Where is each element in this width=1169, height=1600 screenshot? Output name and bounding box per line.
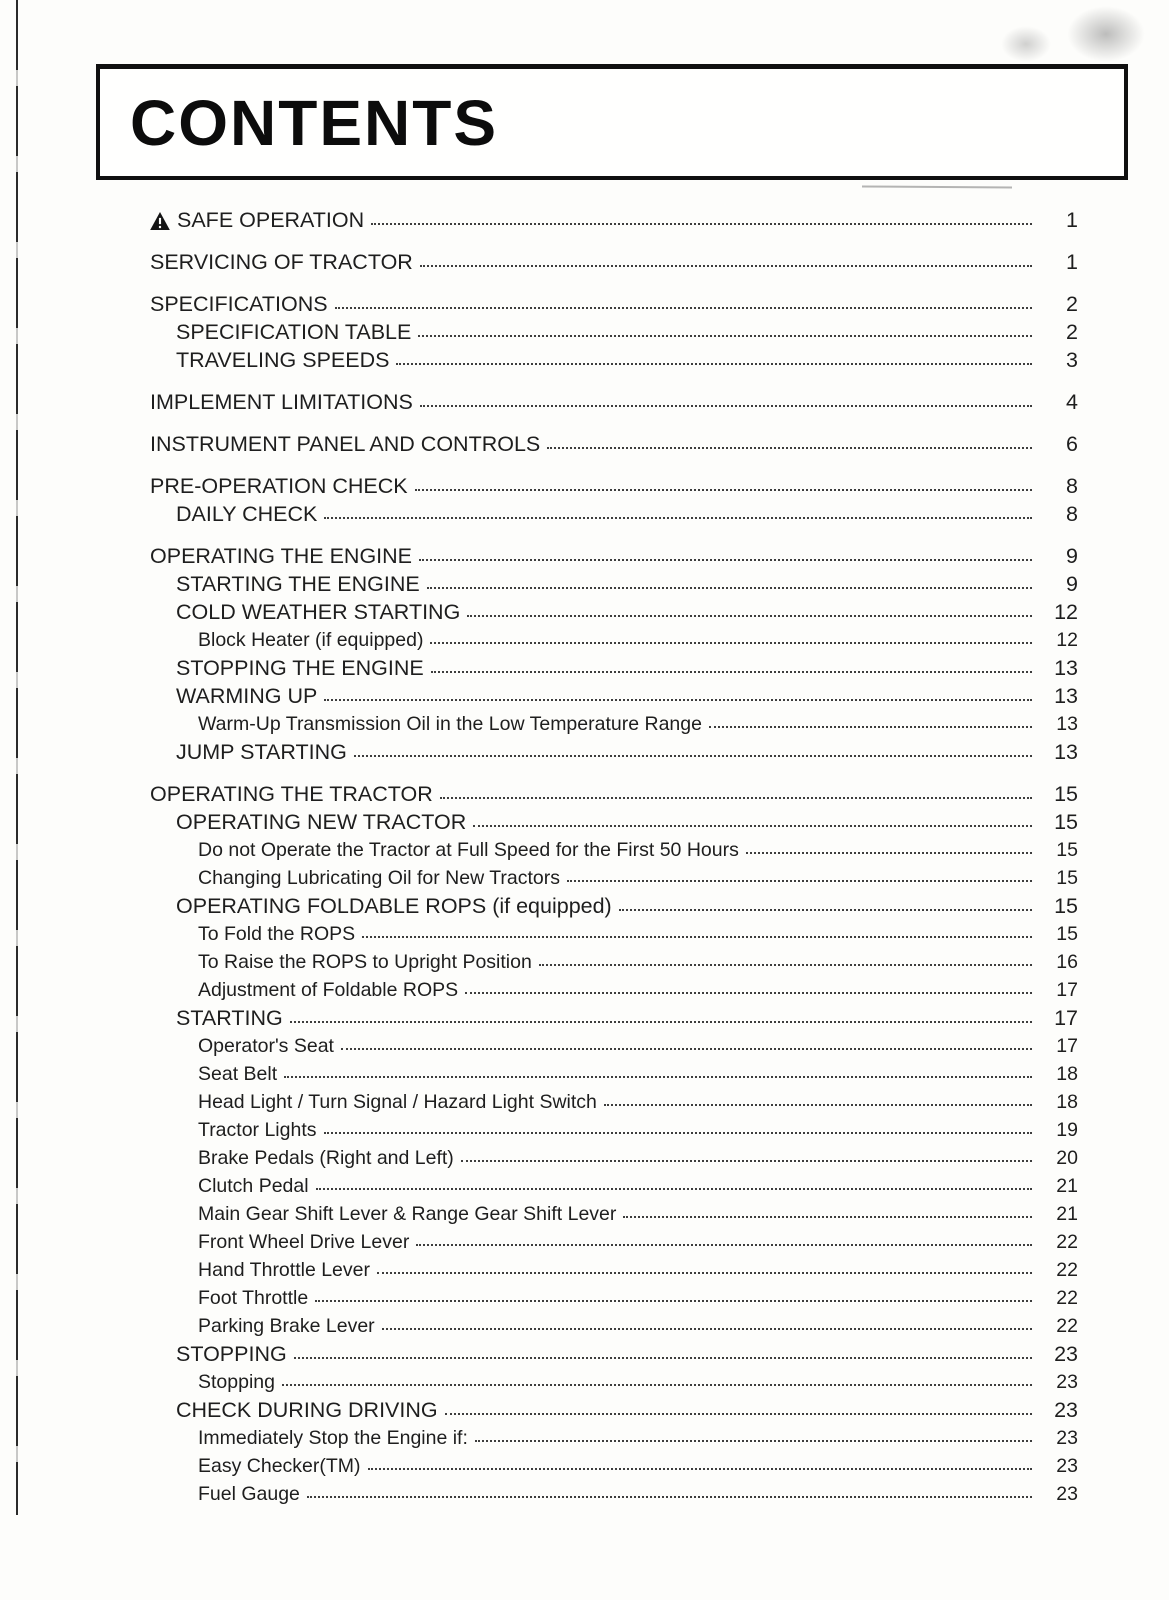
toc-entry-page: 3 — [1066, 348, 1078, 372]
toc-entry-label: DAILY CHECK — [176, 502, 318, 526]
toc-entry — [150, 290, 1078, 318]
dotted-leader — [396, 363, 1032, 365]
dotted-leader — [419, 559, 1032, 561]
dotted-leader — [284, 1076, 1032, 1078]
scan-smudge — [1067, 6, 1145, 62]
dotted-leader — [420, 265, 1032, 267]
dotted-leader — [440, 797, 1032, 799]
dotted-leader — [324, 699, 1032, 701]
toc-entry-page: 20 — [1056, 1147, 1078, 1169]
toc-entry-page: 13 — [1054, 684, 1078, 708]
toc-entry — [150, 780, 1078, 808]
toc-entry-page: 23 — [1056, 1483, 1078, 1505]
dotted-leader — [316, 1188, 1032, 1190]
dotted-leader — [335, 307, 1032, 309]
toc-entry — [150, 1396, 1078, 1424]
dotted-leader — [427, 587, 1032, 589]
dotted-leader — [324, 517, 1032, 519]
dotted-leader — [307, 1496, 1032, 1498]
dotted-leader — [461, 1160, 1032, 1162]
toc-entry — [150, 1284, 1078, 1312]
dotted-leader — [290, 1021, 1032, 1023]
toc-entry-label: Parking Brake Lever — [198, 1315, 375, 1337]
toc-entry-page: 13 — [1056, 713, 1078, 735]
toc-entry-label: Main Gear Shift Lever & Range Gear Shift Lever — [198, 1203, 617, 1225]
toc-entry — [150, 1368, 1078, 1396]
toc-entry-label: Immediately Stop the Engine if: — [198, 1427, 468, 1449]
toc-entry — [150, 542, 1078, 570]
dotted-leader — [377, 1272, 1032, 1274]
toc-entry-page: 22 — [1056, 1315, 1078, 1337]
toc-entry — [150, 836, 1078, 864]
toc-entry — [150, 1060, 1078, 1088]
toc-entry-label: STOPPING — [176, 1342, 287, 1366]
toc-entry-label: STARTING THE ENGINE — [176, 572, 420, 596]
contents-title-box — [96, 64, 1128, 180]
toc-entry-label: OPERATING THE ENGINE — [150, 544, 413, 568]
toc-entry-page: 23 — [1054, 1342, 1078, 1366]
toc-entry-page: 16 — [1056, 951, 1078, 973]
dotted-leader — [354, 755, 1032, 757]
toc-entry-label: Adjustment of Foldable ROPS — [198, 979, 459, 1001]
toc-entry-label: SPECIFICATIONS — [150, 292, 328, 316]
dotted-leader — [324, 1132, 1033, 1134]
dotted-leader — [315, 1300, 1032, 1302]
toc-entry-page: 1 — [1066, 250, 1078, 274]
toc-entry — [150, 346, 1078, 374]
toc-entry-page: 22 — [1056, 1287, 1078, 1309]
toc-entry-page: 15 — [1054, 810, 1078, 834]
toc-entry — [150, 206, 1078, 234]
toc-entry-page: 4 — [1066, 390, 1078, 414]
toc-entry-page: 15 — [1056, 839, 1078, 861]
toc-entry — [150, 1228, 1078, 1256]
toc-entry-page: 15 — [1056, 923, 1078, 945]
toc-entry-page: 8 — [1066, 502, 1078, 526]
toc-entry-page: 21 — [1056, 1203, 1078, 1225]
toc-entry-label: To Fold the ROPS — [198, 923, 356, 945]
toc-entry-label: Fuel Gauge — [198, 1483, 300, 1505]
warning-triangle-icon — [150, 212, 170, 230]
toc-entry-page: 17 — [1054, 1006, 1078, 1030]
toc-entry-label: Hand Throttle Lever — [198, 1259, 370, 1281]
toc-entry — [150, 1144, 1078, 1172]
toc-entry-label: Head Light / Turn Signal / Hazard Light Switch — [198, 1091, 597, 1113]
toc-entry — [150, 1312, 1078, 1340]
dotted-leader — [368, 1468, 1032, 1470]
dotted-leader — [420, 405, 1032, 407]
toc-entry — [150, 626, 1078, 654]
toc-entry-page: 12 — [1054, 600, 1078, 624]
dotted-leader — [382, 1328, 1032, 1330]
toc-entry — [150, 598, 1078, 626]
toc-entry — [150, 1116, 1078, 1144]
dotted-leader — [445, 1413, 1032, 1415]
toc-entry-label: Foot Throttle — [198, 1287, 309, 1309]
toc-entry — [150, 682, 1078, 710]
toc-entry — [150, 654, 1078, 682]
toc-entry — [150, 892, 1078, 920]
toc-entry-label: Brake Pedals (Right and Left) — [198, 1147, 454, 1169]
toc-entry-label: OPERATING NEW TRACTOR — [176, 810, 467, 834]
toc-entry-page: 23 — [1054, 1398, 1078, 1422]
dotted-leader — [473, 825, 1032, 827]
toc-entry — [150, 472, 1078, 500]
toc-entry-page: 8 — [1066, 474, 1078, 498]
toc-entry — [150, 976, 1078, 1004]
toc-entry-label: Changing Lubricating Oil for New Tractors — [198, 867, 560, 889]
dotted-leader — [567, 880, 1032, 882]
dotted-leader — [282, 1384, 1032, 1386]
toc-entry — [150, 430, 1078, 458]
dotted-leader — [467, 615, 1032, 617]
toc-entry-label: Stopping — [198, 1371, 275, 1393]
toc-entry-page: 18 — [1056, 1063, 1078, 1085]
dotted-leader — [539, 964, 1032, 966]
dotted-leader — [371, 223, 1032, 225]
toc-entry-page: 18 — [1056, 1091, 1078, 1113]
toc-entry-page: 9 — [1066, 544, 1078, 568]
toc-entry-page: 19 — [1056, 1119, 1078, 1141]
toc-entry-label: Easy Checker(TM) — [198, 1455, 361, 1477]
toc-entry-label: TRAVELING SPEEDS — [176, 348, 390, 372]
toc-entry-label: OPERATING FOLDABLE ROPS (if equipped) — [176, 894, 612, 918]
dotted-leader — [341, 1048, 1032, 1050]
toc-entry-label: SERVICING OF TRACTOR — [150, 250, 413, 274]
toc-entry — [150, 1200, 1078, 1228]
dotted-leader — [475, 1440, 1032, 1442]
scan-binding-line — [16, 0, 18, 1515]
toc-entry-label: Front Wheel Drive Lever — [198, 1231, 410, 1253]
dotted-leader — [465, 992, 1032, 994]
toc-entry-label: SPECIFICATION TABLE — [176, 320, 412, 344]
toc-entry-page: 2 — [1066, 292, 1078, 316]
toc-entry-label: COLD WEATHER STARTING — [176, 600, 461, 624]
toc-entry-label: OPERATING THE TRACTOR — [150, 782, 433, 806]
toc-entry — [150, 738, 1078, 766]
dotted-leader — [431, 671, 1032, 673]
toc-entry-label: PRE-OPERATION CHECK — [150, 474, 408, 498]
toc-entry-page: 15 — [1054, 894, 1078, 918]
toc-entry — [150, 1088, 1078, 1116]
toc-entry-page: 17 — [1056, 979, 1078, 1001]
toc-entry — [150, 388, 1078, 416]
toc-entry-label: STOPPING THE ENGINE — [176, 656, 424, 680]
toc-entry-page: 12 — [1056, 629, 1078, 651]
toc-entry-label: IMPLEMENT LIMITATIONS — [150, 390, 413, 414]
toc-entry — [150, 948, 1078, 976]
toc-entry-label: CHECK DURING DRIVING — [176, 1398, 438, 1422]
toc-entry — [150, 710, 1078, 738]
toc-entry — [150, 570, 1078, 598]
toc-entry-page: 17 — [1056, 1035, 1078, 1057]
dotted-leader — [709, 726, 1032, 728]
toc-entry-label: Seat Belt — [198, 1063, 278, 1085]
toc-entry — [150, 1004, 1078, 1032]
toc-entry-page: 21 — [1056, 1175, 1078, 1197]
toc-entry-page: 23 — [1056, 1427, 1078, 1449]
scan-smudge — [1001, 26, 1051, 62]
toc-entry-label: Warm-Up Transmission Oil in the Low Temperature Range — [198, 713, 702, 735]
toc-entry — [150, 808, 1078, 836]
toc-entry — [150, 1032, 1078, 1060]
dotted-leader — [430, 642, 1032, 644]
dotted-leader — [746, 852, 1032, 854]
toc-entry-label: Clutch Pedal — [198, 1175, 309, 1197]
toc-entry-page: 22 — [1056, 1259, 1078, 1281]
dotted-leader — [619, 909, 1032, 911]
dotted-leader — [416, 1244, 1032, 1246]
dotted-leader — [418, 335, 1032, 337]
toc-entry-page: 13 — [1054, 656, 1078, 680]
toc-entry-label: Block Heater (if equipped) — [198, 629, 424, 651]
toc-list — [150, 206, 1078, 1508]
toc-entry-page: 23 — [1056, 1371, 1078, 1393]
toc-entry-label: INSTRUMENT PANEL AND CONTROLS — [150, 432, 541, 456]
toc-entry — [150, 1452, 1078, 1480]
toc-entry-page: 22 — [1056, 1231, 1078, 1253]
toc-entry-label: Tractor Lights — [198, 1119, 317, 1141]
toc-entry-page: 1 — [1066, 208, 1078, 232]
toc-entry-page: 2 — [1066, 320, 1078, 344]
toc-entry — [150, 248, 1078, 276]
page-title: CONTENTS — [130, 86, 498, 159]
toc-entry-label: JUMP STARTING — [176, 740, 347, 764]
dotted-leader — [604, 1104, 1032, 1106]
toc-entry — [150, 318, 1078, 346]
dotted-leader — [362, 936, 1032, 938]
toc-entry — [150, 1480, 1078, 1508]
toc-entry — [150, 1424, 1078, 1452]
toc-entry-page: 15 — [1056, 867, 1078, 889]
scan-artifact-line — [862, 185, 1012, 188]
toc-entry-page: 15 — [1054, 782, 1078, 806]
toc-entry-page: 13 — [1054, 740, 1078, 764]
toc-entry-page: 9 — [1066, 572, 1078, 596]
toc-entry — [150, 864, 1078, 892]
toc-entry-label: Do not Operate the Tractor at Full Speed for the First 50 Hours — [198, 839, 739, 861]
dotted-leader — [294, 1357, 1032, 1359]
toc-entry-label: SAFE OPERATION — [177, 208, 365, 232]
toc-entry — [150, 1256, 1078, 1284]
dotted-leader — [415, 489, 1032, 491]
toc-entry-label: To Raise the ROPS to Upright Position — [198, 951, 532, 973]
toc-entry-page: 23 — [1056, 1455, 1078, 1477]
toc-entry — [150, 500, 1078, 528]
toc-entry — [150, 920, 1078, 948]
dotted-leader — [623, 1216, 1032, 1218]
dotted-leader — [547, 447, 1032, 449]
toc-entry-label: WARMING UP — [176, 684, 318, 708]
toc-entry-label: STARTING — [176, 1006, 283, 1030]
toc-entry — [150, 1172, 1078, 1200]
toc-entry — [150, 1340, 1078, 1368]
toc-entry-label: Operator's Seat — [198, 1035, 334, 1057]
toc-entry-page: 6 — [1066, 432, 1078, 456]
